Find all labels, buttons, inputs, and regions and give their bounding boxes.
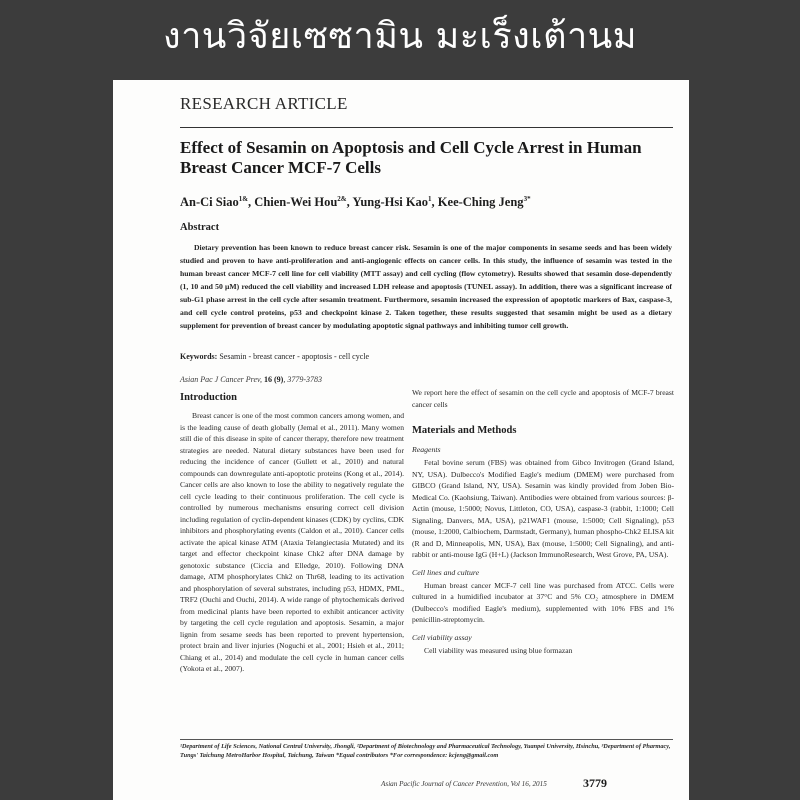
header-rule	[180, 127, 673, 128]
author-affiliation: 3*	[523, 195, 531, 203]
reagents-heading: Reagents	[412, 445, 441, 454]
article-type-label: RESEARCH ARTICLE	[180, 94, 348, 113]
citation-pages: , 3779-3783	[283, 375, 322, 384]
abstract-heading: Abstract	[180, 222, 220, 233]
introduction-text: Breast cancer is one of the most common cancers among women, and is the leading cause of death globally (Jemal et al., 2011). Many women still die of this disease in spite of cancer therapy, therefore new treatment strategies are needed. Natural dietary substances have been used for reducing the incidence of cancer (Gullett et al., 2010) and natural compounds can downregulate anti-apoptotic proteins (Kong et al., 2014). Cancer cells are also known to lose the ability to negatively regulate the cell cycle leading to their continuous proliferation. The cell cycle is controlled by numerous mechanisms ensuring correct cell division including regulation of cyclin-dependent kinases (CDK) by cyclins, CDK inhibitors and phosphorylating events (Caldon et al., 2010). Cancer cells activate the apical kinase ATM (Ataxia Telangiectasia Mutated) and its target and effector checkpoint kinase Chk2 after DNA damage by genotoxic substance (Ciccia and Elledge, 2010). Following DNA damage, ATM phosphorylates Chk2 on Thr68, leading to its activation and phosphorylation of several substrates, including p53, HDMX, PML, TRF2 (Ouchi and Ouchi, 2014). A wide range of phytochemicals derived from medicinal plants have been reported to exhibit anticancer activity by targeting the cell cycle regulation and apoptosis. Sesamin, a major lignin from sesame seeds has been reported to prevent hypertension, protect brain and liver injuries (Noguchi et al., 2001; Hsieh et al., 2011; Chiang et al., 2014) and modulate the cell cycle in human cancer cells (Yokota et al., 2007).	[180, 411, 404, 673]
author-name: Chien-Wei Hou	[254, 195, 338, 210]
intro-continuation-text: We report here the effect of sesamin on the cell cycle and apoptosis of MCF-7 breast cancer cells	[412, 388, 674, 409]
methods-heading: Materials and Methods	[412, 425, 517, 436]
banner-title: งานวิจัยเซซามิน มะเร็งเต้านม	[163, 16, 637, 57]
viability-text: Cell viability was measured using blue formazan	[424, 645, 573, 655]
author-affiliation: 2&	[337, 195, 347, 203]
viability-heading: Cell viability assay	[412, 632, 472, 642]
cell-lines-text: Human breast cancer MCF-7 cell line was purchased from ATCC. Cells were cultured in a humidified incubator at 37°C and 5% CO₂ atmosphere in DMEM (Dulbecco's modified Eagle's medium), supplemented with 10% FBS and 1% penicillin-streptomycin.	[412, 580, 674, 624]
citation-journal: Asian Pac J Cancer Prev,	[180, 375, 262, 384]
citation-volume: 16 (9)	[263, 375, 284, 384]
author-affiliation: 1&	[238, 195, 249, 203]
cell-lines-heading: Cell lines and culture	[412, 567, 480, 577]
journal-footer: Asian Pacific Journal of Cancer Prevention, Vol 16, 2015	[381, 780, 547, 788]
author-list: An-Ci Siao$^{1\&}$, Chien-Wei Hou$^{2\&}$, Yung-Hsi Kao$^1$, Kee-Ching Jeng$^{3*}$	[180, 195, 531, 210]
footnote-rule	[180, 739, 673, 740]
author-name: Yung-Hsi Kao	[352, 195, 429, 210]
author-name: Kee-Ching Jeng	[437, 195, 524, 210]
author-affiliation: 1	[428, 195, 432, 203]
right-column	[412, 387, 674, 656]
banner	[0, 0, 800, 80]
article-title: Effect of Sesamin on Apoptosis and Cell Cycle Arrest in Human Breast Cancer MCF-7 Cells	[180, 138, 642, 177]
citation-line	[180, 374, 322, 386]
introduction-heading: Introduction	[180, 392, 237, 403]
reagents-text: Fetal bovine serum (FBS) was obtained from Gibco Invitrogen (Grand Island, NY, USA). Dulbecco's Modified Eagle's medium (DMEM) were purchased from GIBCO (Grand Island, NY, USA). Sesamin was kindly provided from Joben Bio-Medical Co. (Kaohsiung, Taiwan). Antibodies were obtained from various sources: β-Actin (mouse, 1:5000; Novus, Littleton, CO, USA), caspase-3 (rabbit, 1:1000; Cell Signaling, Danvers, MA, USA), p21WAF1 (mouse, 1:5000; Cell Signaling), p53 (mouse, 1:2000, Calbiochem, Darmstadt, Germany), human phospho-Chk2 ELISA kit (R and D, Minneapolis, MN, USA), Bax (mouse, 1:5000; Cell Signaling), and anti-rabbit or anti-mouse IgG (H+L) (Jackson ImmunoResearch, West Grove, PA, USA).	[412, 458, 674, 559]
keywords-value: Sesamin - breast cancer - apoptosis - cell cycle	[219, 352, 370, 361]
affiliation-footnote: ¹Department of Life Sciences, National Central University, Jhongli, ²Department of Biotechnology and Pharmaceutical Technology, Yuanpei University, Hsinchu, ³Department of Pharmacy, Tungs' Taichung MetroHarbor Hospital, Taichung, Taiwan *Equal contributors *For correspondence: kcjeng@gmail.com	[180, 743, 671, 759]
abstract-text: Dietary prevention has been known to reduce breast cancer risk. Sesamin is one of the major components in sesame seeds and has been widely studied and proven to have anti-proliferation and anti-angiogenic effects on cancer cells. In this study, the influence of sesamin was tested in the human breast cancer MCF-7 cell line for cell viability (MTT assay) and cell cycling (flow cytometry). Results showed that sesamin dose-dependently (1, 10 and 50 μM) reduced the cell viability and increased LDH release and apoptosis (TUNEL assay). In addition, there was a significant increase of sub-G1 phase arrest in the cell cycle after sesamin treatment. Furthermore, sesamin increased the expression of apoptotic markers of Bax, caspase-3, and cell cycle control proteins, p53 and checkpoint kinase 2. Taken together, these results suggested that sesamin might be used as a dietary supplement for prevention of breast cancer by modulating apoptotic signal pathways and inhibiting tumor cell growth.	[180, 243, 672, 330]
keywords-line	[180, 351, 369, 363]
paper-page	[113, 80, 689, 800]
author-name: An-Ci Siao	[180, 195, 239, 210]
keywords-label: Keywords:	[180, 352, 218, 361]
page-number: 3779	[583, 776, 607, 790]
left-column	[180, 391, 404, 675]
